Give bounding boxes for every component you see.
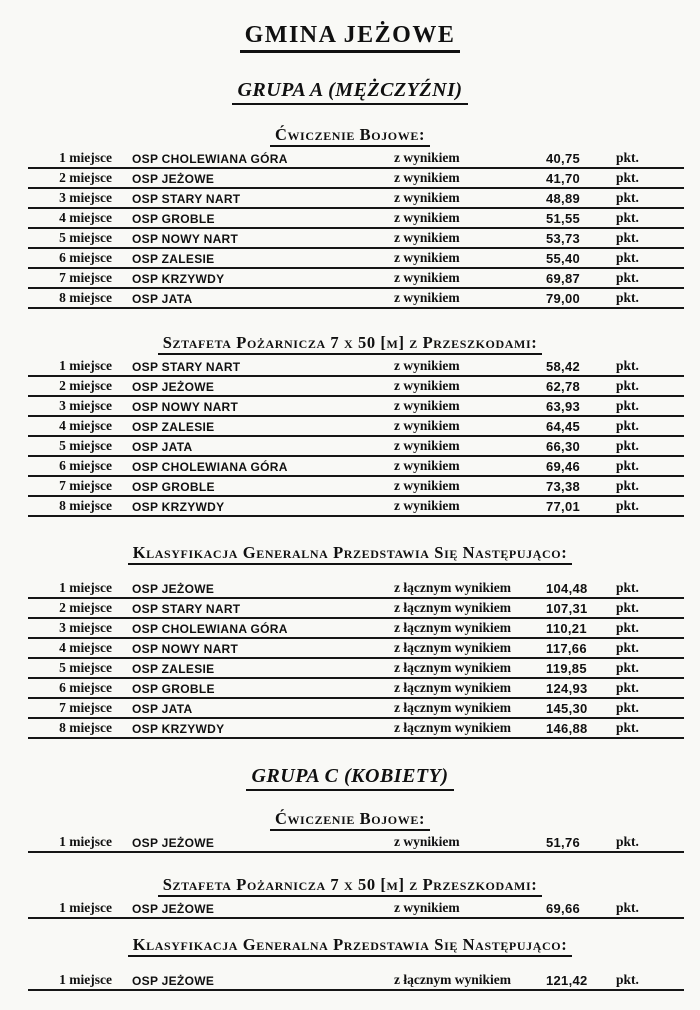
result-label-cell: z wynikiem [394, 250, 460, 265]
place-cell: 7 miejsce [59, 478, 112, 493]
value-cell: 69,46 [546, 459, 581, 474]
section-heading-klasyfikacja-c: Klasyfikacja Generalna Przedstawia Się Następująco: [0, 935, 700, 957]
place-cell: 6 miejsce [59, 458, 112, 473]
results-table-sztafeta-c [28, 899, 684, 919]
team-cell: OSP ZALESIE [132, 662, 215, 676]
place-cell: 7 miejsce [59, 700, 112, 715]
value-cell: 107,31 [546, 601, 588, 616]
team-cell: OSP KRZYWDY [132, 272, 225, 286]
result-label-cell: z łącznym wynikiem [394, 620, 511, 635]
table-row [28, 377, 684, 397]
team-cell: OSP JATA [132, 702, 193, 716]
result-label-cell: z wynikiem [394, 418, 460, 433]
place-cell: 1 miejsce [59, 580, 112, 595]
unit-cell: pkt. [616, 640, 639, 655]
table-row [28, 149, 684, 169]
team-cell: OSP CHOLEWIANA GÓRA [132, 152, 288, 166]
result-label-cell: z wynikiem [394, 458, 460, 473]
value-cell: 146,88 [546, 721, 588, 736]
unit-cell: pkt. [616, 660, 639, 675]
place-cell: 3 miejsce [59, 398, 112, 413]
group-a-title [0, 79, 700, 105]
unit-cell: pkt. [616, 834, 639, 849]
result-label-cell: z wynikiem [394, 438, 460, 453]
value-cell: 63,93 [546, 399, 581, 414]
team-cell: OSP GROBLE [132, 480, 215, 494]
unit-cell: pkt. [616, 900, 639, 915]
unit-cell: pkt. [616, 972, 639, 987]
result-label-cell: z wynikiem [394, 478, 460, 493]
table-row [28, 437, 684, 457]
team-cell: OSP JATA [132, 440, 193, 454]
unit-cell: pkt. [616, 600, 639, 615]
result-label-cell: z wynikiem [394, 150, 460, 165]
result-label-cell: z łącznym wynikiem [394, 660, 511, 675]
place-cell: 4 miejsce [59, 640, 112, 655]
section-heading-sztafeta-a: Sztafeta Pożarnicza 7 x 50 [m] z Przeszkodami: [0, 333, 700, 355]
table-row [28, 209, 684, 229]
place-cell: 3 miejsce [59, 620, 112, 635]
place-cell: 8 miejsce [59, 290, 112, 305]
team-cell: OSP JATA [132, 292, 193, 306]
result-label-cell: z wynikiem [394, 834, 460, 849]
team-cell: OSP CHOLEWIANA GÓRA [132, 460, 288, 474]
unit-cell: pkt. [616, 700, 639, 715]
place-cell: 1 miejsce [59, 834, 112, 849]
table-row [28, 639, 684, 659]
result-label-cell: z łącznym wynikiem [394, 700, 511, 715]
place-cell: 2 miejsce [59, 378, 112, 393]
table-row [28, 659, 684, 679]
unit-cell: pkt. [616, 680, 639, 695]
team-cell: OSP STARY NART [132, 602, 241, 616]
team-cell: OSP STARY NART [132, 360, 241, 374]
team-cell: OSP JEŻOWE [132, 902, 215, 916]
table-row [28, 599, 684, 619]
result-label-cell: z wynikiem [394, 230, 460, 245]
table-row [28, 457, 684, 477]
place-cell: 7 miejsce [59, 270, 112, 285]
place-cell: 8 miejsce [59, 720, 112, 735]
unit-cell: pkt. [616, 580, 639, 595]
place-cell: 1 miejsce [59, 900, 112, 915]
unit-cell: pkt. [616, 270, 639, 285]
group-c-title-text: GRUPA C (KOBIETY) [246, 765, 453, 791]
value-cell: 41,70 [546, 171, 581, 186]
value-cell: 51,76 [546, 835, 581, 850]
table-row [28, 899, 684, 919]
team-cell: OSP GROBLE [132, 212, 215, 226]
result-label-cell: z wynikiem [394, 498, 460, 513]
value-cell: 124,93 [546, 681, 588, 696]
unit-cell: pkt. [616, 458, 639, 473]
section-heading-cwiczenie-c: Ćwiczenie Bojowe: [0, 809, 700, 831]
result-label-cell: z wynikiem [394, 270, 460, 285]
table-row [28, 497, 684, 517]
unit-cell: pkt. [616, 230, 639, 245]
unit-cell: pkt. [616, 720, 639, 735]
table-row [28, 417, 684, 437]
value-cell: 51,55 [546, 211, 581, 226]
place-cell: 5 miejsce [59, 230, 112, 245]
table-row [28, 719, 684, 739]
place-cell: 6 miejsce [59, 680, 112, 695]
table-row [28, 397, 684, 417]
place-cell: 3 miejsce [59, 190, 112, 205]
table-row [28, 357, 684, 377]
unit-cell: pkt. [616, 620, 639, 635]
value-cell: 119,85 [546, 661, 587, 676]
group-a-title-text: GRUPA A (MĘŻCZYŹNI) [232, 79, 467, 105]
result-label-cell: z łącznym wynikiem [394, 680, 511, 695]
page-title [0, 22, 700, 53]
table-row [28, 189, 684, 209]
place-cell: 6 miejsce [59, 250, 112, 265]
team-cell: OSP STARY NART [132, 192, 241, 206]
place-cell: 2 miejsce [59, 600, 112, 615]
place-cell: 4 miejsce [59, 418, 112, 433]
value-cell: 62,78 [546, 379, 581, 394]
table-row [28, 169, 684, 189]
group-c-title [0, 765, 700, 791]
table-row [28, 699, 684, 719]
team-cell: OSP KRZYWDY [132, 722, 225, 736]
place-cell: 5 miejsce [59, 660, 112, 675]
result-label-cell: z wynikiem [394, 358, 460, 373]
value-cell: 121,42 [546, 973, 588, 988]
table-row [28, 833, 684, 853]
team-cell: OSP JEŻOWE [132, 582, 215, 596]
value-cell: 69,66 [546, 901, 581, 916]
result-label-cell: z łącznym wynikiem [394, 720, 511, 735]
table-row [28, 249, 684, 269]
section-heading-klasyfikacja-a: Klasyfikacja Generalna Przedstawia Się Następująco: [0, 543, 700, 565]
unit-cell: pkt. [616, 190, 639, 205]
team-cell: OSP NOWY NART [132, 400, 239, 414]
result-label-cell: z wynikiem [394, 900, 460, 915]
value-cell: 58,42 [546, 359, 581, 374]
team-cell: OSP JEŻOWE [132, 172, 215, 186]
table-row [28, 619, 684, 639]
value-cell: 77,01 [546, 499, 581, 514]
unit-cell: pkt. [616, 358, 639, 373]
page-title-text: GMINA JEŻOWE [240, 22, 461, 53]
value-cell: 79,00 [546, 291, 581, 306]
unit-cell: pkt. [616, 378, 639, 393]
section-heading-cwiczenie-a: Ćwiczenie Bojowe: [0, 125, 700, 147]
result-label-cell: z łącznym wynikiem [394, 600, 511, 615]
unit-cell: pkt. [616, 210, 639, 225]
value-cell: 40,75 [546, 151, 581, 166]
value-cell: 48,89 [546, 191, 581, 206]
value-cell: 73,38 [546, 479, 581, 494]
place-cell: 1 miejsce [59, 972, 112, 987]
results-table-cwiczenie-a [28, 149, 684, 309]
place-cell: 4 miejsce [59, 210, 112, 225]
results-table-sztafeta-a [28, 357, 684, 517]
value-cell: 55,40 [546, 251, 581, 266]
unit-cell: pkt. [616, 150, 639, 165]
team-cell: OSP JEŻOWE [132, 380, 215, 394]
result-label-cell: z wynikiem [394, 190, 460, 205]
table-row [28, 579, 684, 599]
place-cell: 8 miejsce [59, 498, 112, 513]
team-cell: OSP JEŻOWE [132, 974, 215, 988]
unit-cell: pkt. [616, 498, 639, 513]
team-cell: OSP CHOLEWIANA GÓRA [132, 622, 288, 636]
team-cell: OSP GROBLE [132, 682, 215, 696]
team-cell: OSP NOWY NART [132, 232, 239, 246]
team-cell: OSP ZALESIE [132, 252, 215, 266]
team-cell: OSP KRZYWDY [132, 500, 225, 514]
results-table-klasyfikacja-c [28, 971, 684, 991]
result-label-cell: z wynikiem [394, 290, 460, 305]
table-row [28, 269, 684, 289]
unit-cell: pkt. [616, 438, 639, 453]
unit-cell: pkt. [616, 418, 639, 433]
table-row [28, 289, 684, 309]
table-row [28, 477, 684, 497]
result-label-cell: z wynikiem [394, 378, 460, 393]
team-cell: OSP JEŻOWE [132, 836, 215, 850]
unit-cell: pkt. [616, 398, 639, 413]
value-cell: 64,45 [546, 419, 581, 434]
result-label-cell: z łącznym wynikiem [394, 640, 511, 655]
results-table-klasyfikacja-a [28, 579, 684, 739]
results-table-cwiczenie-c [28, 833, 684, 853]
place-cell: 1 miejsce [59, 358, 112, 373]
place-cell: 1 miejsce [59, 150, 112, 165]
place-cell: 2 miejsce [59, 170, 112, 185]
team-cell: OSP ZALESIE [132, 420, 215, 434]
unit-cell: pkt. [616, 250, 639, 265]
section-heading-sztafeta-c: Sztafeta Pożarnicza 7 x 50 [m] z Przeszkodami: [0, 875, 700, 897]
result-label-cell: z wynikiem [394, 210, 460, 225]
value-cell: 145,30 [546, 701, 588, 716]
result-label-cell: z wynikiem [394, 398, 460, 413]
value-cell: 66,30 [546, 439, 581, 454]
value-cell: 110,21 [546, 621, 587, 636]
place-cell: 5 miejsce [59, 438, 112, 453]
value-cell: 104,48 [546, 581, 588, 596]
team-cell: OSP NOWY NART [132, 642, 239, 656]
result-label-cell: z wynikiem [394, 170, 460, 185]
value-cell: 53,73 [546, 231, 581, 246]
unit-cell: pkt. [616, 290, 639, 305]
unit-cell: pkt. [616, 170, 639, 185]
value-cell: 69,87 [546, 271, 581, 286]
result-label-cell: z łącznym wynikiem [394, 972, 511, 987]
result-label-cell: z łącznym wynikiem [394, 580, 511, 595]
unit-cell: pkt. [616, 478, 639, 493]
table-row [28, 971, 684, 991]
table-row [28, 229, 684, 249]
table-row [28, 679, 684, 699]
value-cell: 117,66 [546, 641, 587, 656]
